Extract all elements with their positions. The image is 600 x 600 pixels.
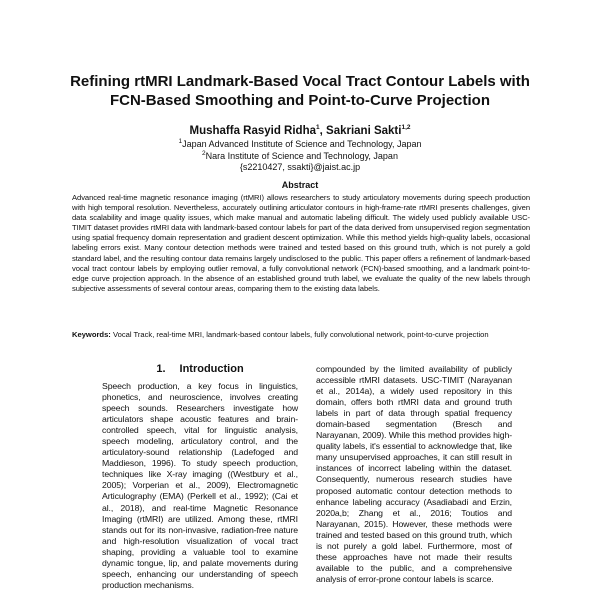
paper-title <box>40 72 560 110</box>
keywords-label: Keywords: <box>72 330 111 339</box>
author-list <box>40 124 560 138</box>
author-name: Sakriani Sakti <box>326 125 402 137</box>
keywords-text: Vocal Track, real-time MRI, landmark-based contour labels, fully convolutional network, point-to-curve projection <box>112 330 489 339</box>
author-affiliation-mark: 1 <box>316 124 320 132</box>
author-separator: , <box>319 125 327 137</box>
affiliation-mark: 1 <box>178 138 183 145</box>
intro-left-column: Speech production, a key focus in linguistics, phonetics, and neuroscience, involves creating speech sounds. Researchers investigate how articulators shape acoustic features and brain-controlled speech, vital for linguistic analysis, speech modeling, articulatory control, and the articulatory-sound relationship (Ladefoged and Maddieson, 1996). To study speech production, techniques like X-ray imaging ((Westbury et al., 2005); Vorperian et al., 2009), Electromagnetic Articulography (EMA) (Perkell et al., 1992); (Cai et al., 2018), and real-time Magnetic Resonance Imaging (rtMRI) are utilized. Among these, rtMRI stands out for its non-invasive, radiation-free nature and high-resolution visualization of vocal tract shaping, providing a valuable tool to examine dynamic tongue, lip, and palate movements during speech, enhancing our understanding of speech production mechanisms. <box>102 381 298 590</box>
abstract-heading: Abstract <box>281 180 319 190</box>
section-heading <box>100 362 300 376</box>
title-line-1: Refining rtMRI Landmark-Based Vocal Tract Contour Labels with <box>70 73 530 90</box>
author-emails: {s2210427, ssakti}@jaist.ac.jp <box>239 162 361 172</box>
affiliation-mark: 2 <box>202 149 206 157</box>
author-name: Mushaffa Rasyid Ridha <box>189 125 317 137</box>
affiliation-text: Japan Advanced Institute of Science and Technology, Japan <box>182 139 422 149</box>
affiliation-line <box>40 151 560 163</box>
keywords <box>72 330 530 340</box>
section-number: 1. <box>156 363 166 375</box>
author-affiliation-mark: 1,2 <box>401 124 411 132</box>
affiliations <box>40 139 560 174</box>
intro-right-column: compounded by the limited availability of publicly accessible rtMRI datasets. USC-TIMIT (Narayanan et al., 2014a), a widely used repository in this domain, offers both rtMRI data and ground truth labels in part of data through spatial frequency domain-based segmentation (Bresch and Narayanan, 2009). While this method provides high-quality labels, it's essential to acknowledge that, like many unsupervised approaches, it can still result in instances of incorrect labeling within the dataset. Consequently, numerous research studies have proposed automatic contour detection methods to enhance labeling accuracy (Asadiabadi and Erzin, 2020a,b; Zhang et al., 2016; Toutios and Narayanan, 2015). However, these methods were trained and tested based on this ground truth, which is not purely a gold label. Furthermore, most of these approaches have not made their results available to the public, and a comprehensive analysis of error-prone contour labels is scarce. <box>316 364 512 584</box>
affiliation-line <box>40 139 560 151</box>
abstract-text: Advanced real-time magnetic resonance imaging (rtMRI) allows researchers to study articulatory movements during speech production with high temporal resolution. Nevertheless, accurately outlining articulator contours in high-frame-rate rtMRI presents challenges, given data scalability and image quality issues, which make manual and automatic labeling difficult. The widely used publicly available USC-TIMIT dataset provides rtMRI data with landmark-based contour labels for part of the data derived from unsupervised region segmentation using spatial frequency domain representation and gradient descent optimization. While this method yields high-quality labels, occasional labeling errors exist. Many contour detection methods were trained and tested based on this ground truth, which is not purely a gold standard label, and the resulting contour data remains largely undisclosed to the public. This paper offers a refinement of landmark-based vocal tract contour labels by employing outlier removal, a fully convolutional network (FCN)-based smoothing, and a landmark point-to-edge curve projection approach. In the absence of an established ground truth label, we evaluate the quality of the new labels through subjective assessments of several contour areas, comparing them to the existing data labels. <box>72 193 530 293</box>
section-title: Introduction <box>179 363 244 375</box>
title-line-2: FCN-Based Smoothing and Point-to-Curve Projection <box>109 92 490 109</box>
affiliation-text: Nara Institute of Science and Technology, Japan <box>205 150 398 161</box>
